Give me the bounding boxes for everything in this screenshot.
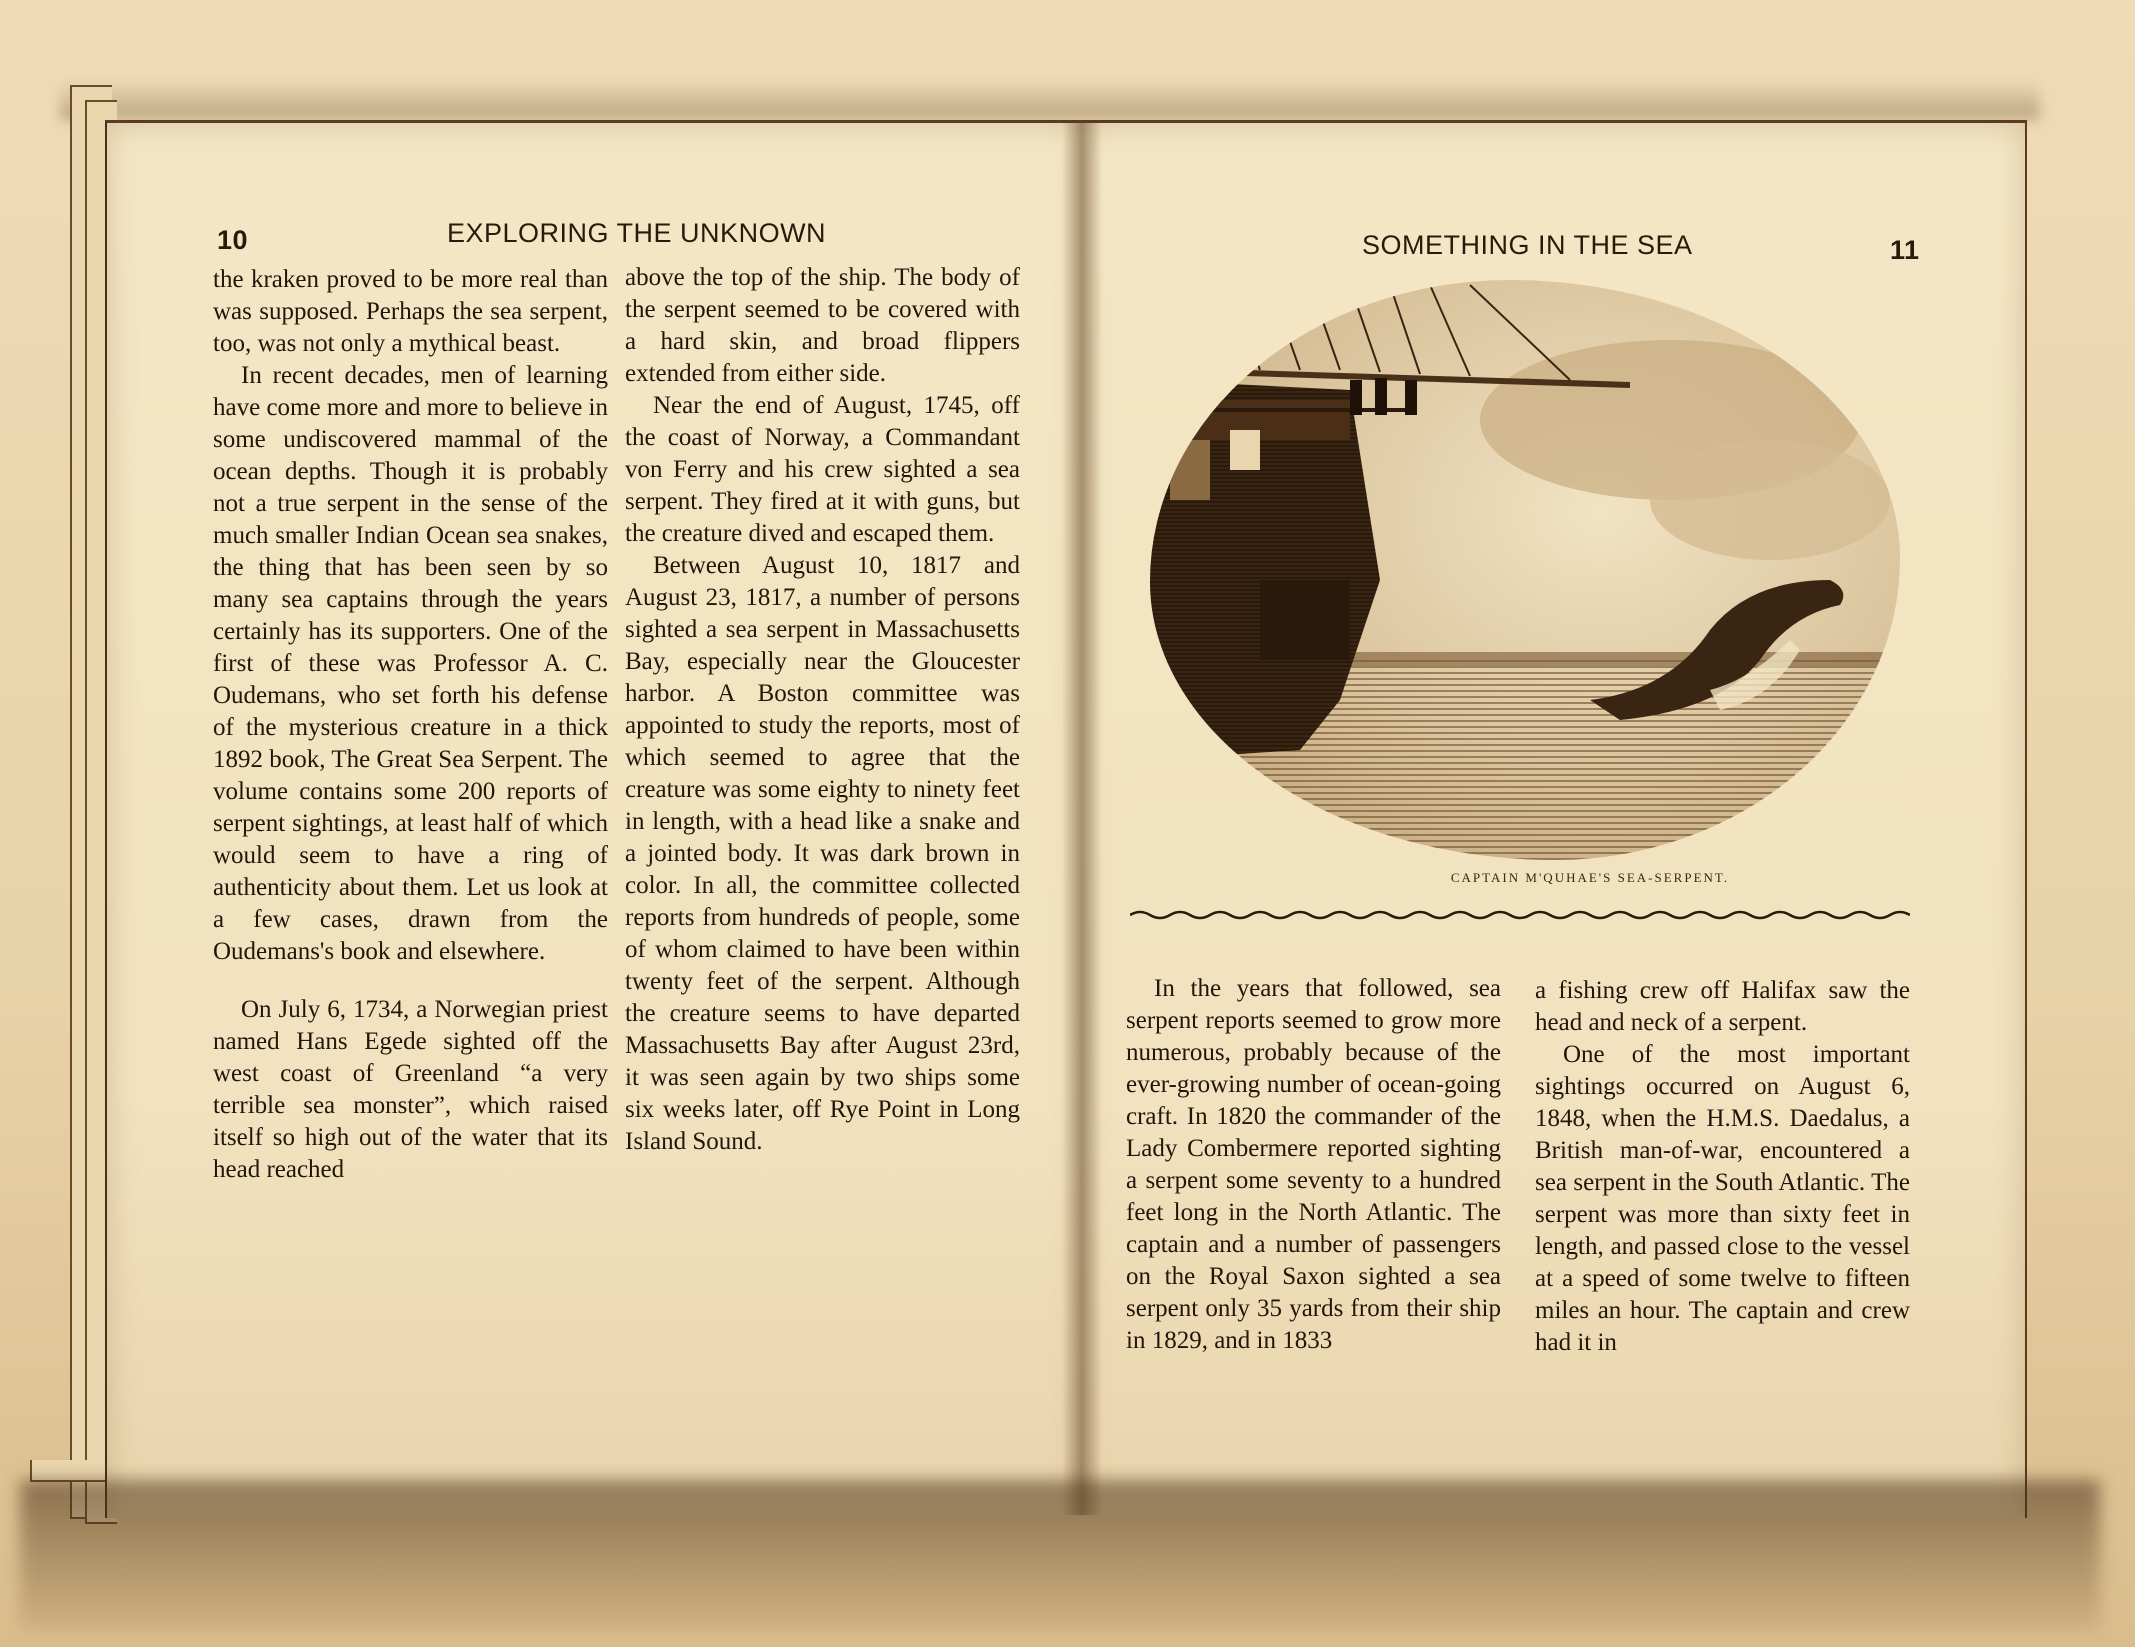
book-gutter: [1062, 120, 1102, 1515]
left-running-head: EXPLORING THE UNKNOWN: [447, 218, 827, 248]
paragraph: In the years that followed, sea serpent reports seemed to grow more numerous, probably because of the ever-growing number of ocean-going craft. In 1820 the commander of the Lady Combermere reported sighting a serpent some seventy to a hundred feet long in the North Atlantic. The captain and a number of passengers on the Royal Saxon sighted a sea serpent only 35 yards from their ship in 1829, and in 1833: [1126, 975, 1501, 1354]
paragraph: On July 6, 1734, a Norwegian priest named Hans Egede sighted off the west coast of Greenland “a very terrible sea monster”, which raised itself so high out of the water that its head reached: [213, 996, 608, 1183]
engraving-art: [1150, 280, 1900, 860]
paragraph: above the top of the ship. The body of the serpent seemed to be covered with a hard skin, and broad flippers extended from either side.: [625, 264, 1020, 387]
left-page-number: 10: [217, 225, 249, 255]
wavy-rule: [1130, 905, 1910, 925]
right-column-2: [1535, 975, 1910, 1359]
top-edge-shadow: [60, 80, 2040, 120]
right-column-1: [1126, 973, 1501, 1357]
right-running-head: SOMETHING IN THE SEA: [1362, 230, 1693, 260]
sea-serpent-illustration: [1150, 280, 1900, 860]
paragraph: In recent decades, men of learning have come more and more to believe in some undiscovered mammal of the ocean depths. Though it is probably not a true serpent in the sense of the much smaller Indian Ocean sea snakes, the thing that has been seen by so many sea captains through the years certainly has its supporters. One of the first of these was Professor A. C. Oudemans, who set forth his defense of the mysterious creature in a thick 1892 book, The Great Sea Serpent. The volume contains some 200 reports of serpent sightings, at least half of which would seem to have a ring of authenticity about them. Let us look at a few cases, drawn from the Oudemans's book and elsewhere.: [213, 362, 608, 965]
bottom-edge-shadow: [20, 1480, 2100, 1630]
paragraph: Between August 10, 1817 and August 23, 1817, a number of persons sighted a sea serpent in Massachusetts Bay, especially near the Gloucester harbor. A Boston committee was appointed to study the reports, most of which seemed to agree that the creature was some eighty to ninety feet in length, with a head like a snake and a jointed body. It was dark brown in color. In all, the committee collected reports from hundreds of people, some of whom claimed to have been within twenty feet of the serpent. Although the creature seems to have departed Massachusetts Bay after August 23rd, it was seen again by two ships some six weeks later, off Rye Point in Long Island Sound.: [625, 552, 1020, 1155]
illustration-caption: CAPTAIN M'QUHAE'S SEA-SERPENT.: [1450, 870, 1730, 885]
paragraph: One of the most important sightings occurred on August 6, 1848, when the H.M.S. Daedalus, a British man-of-war, encountered a sea serpent in the South Atlantic. The serpent was more than sixty feet in length, and passed close to the vessel at a speed of some twelve to fifteen miles an hour. The captain and crew had it in: [1535, 1041, 1910, 1356]
paragraph: the kraken proved to be more real than was supposed. Perhaps the sea serpent, too, was not only a mythical beast.: [213, 266, 608, 357]
paragraph: Near the end of August, 1745, off the coast of Norway, a Commandant von Ferry and his crew sighted a sea serpent. They fired at it with guns, but the creature dived and escaped them.: [625, 392, 1020, 547]
left-column-2: [625, 262, 1020, 1158]
left-column-1: [213, 264, 608, 1186]
paragraph: a fishing crew off Halifax saw the head and neck of a serpent.: [1535, 977, 1910, 1036]
right-page-number: 11: [1890, 235, 1920, 265]
